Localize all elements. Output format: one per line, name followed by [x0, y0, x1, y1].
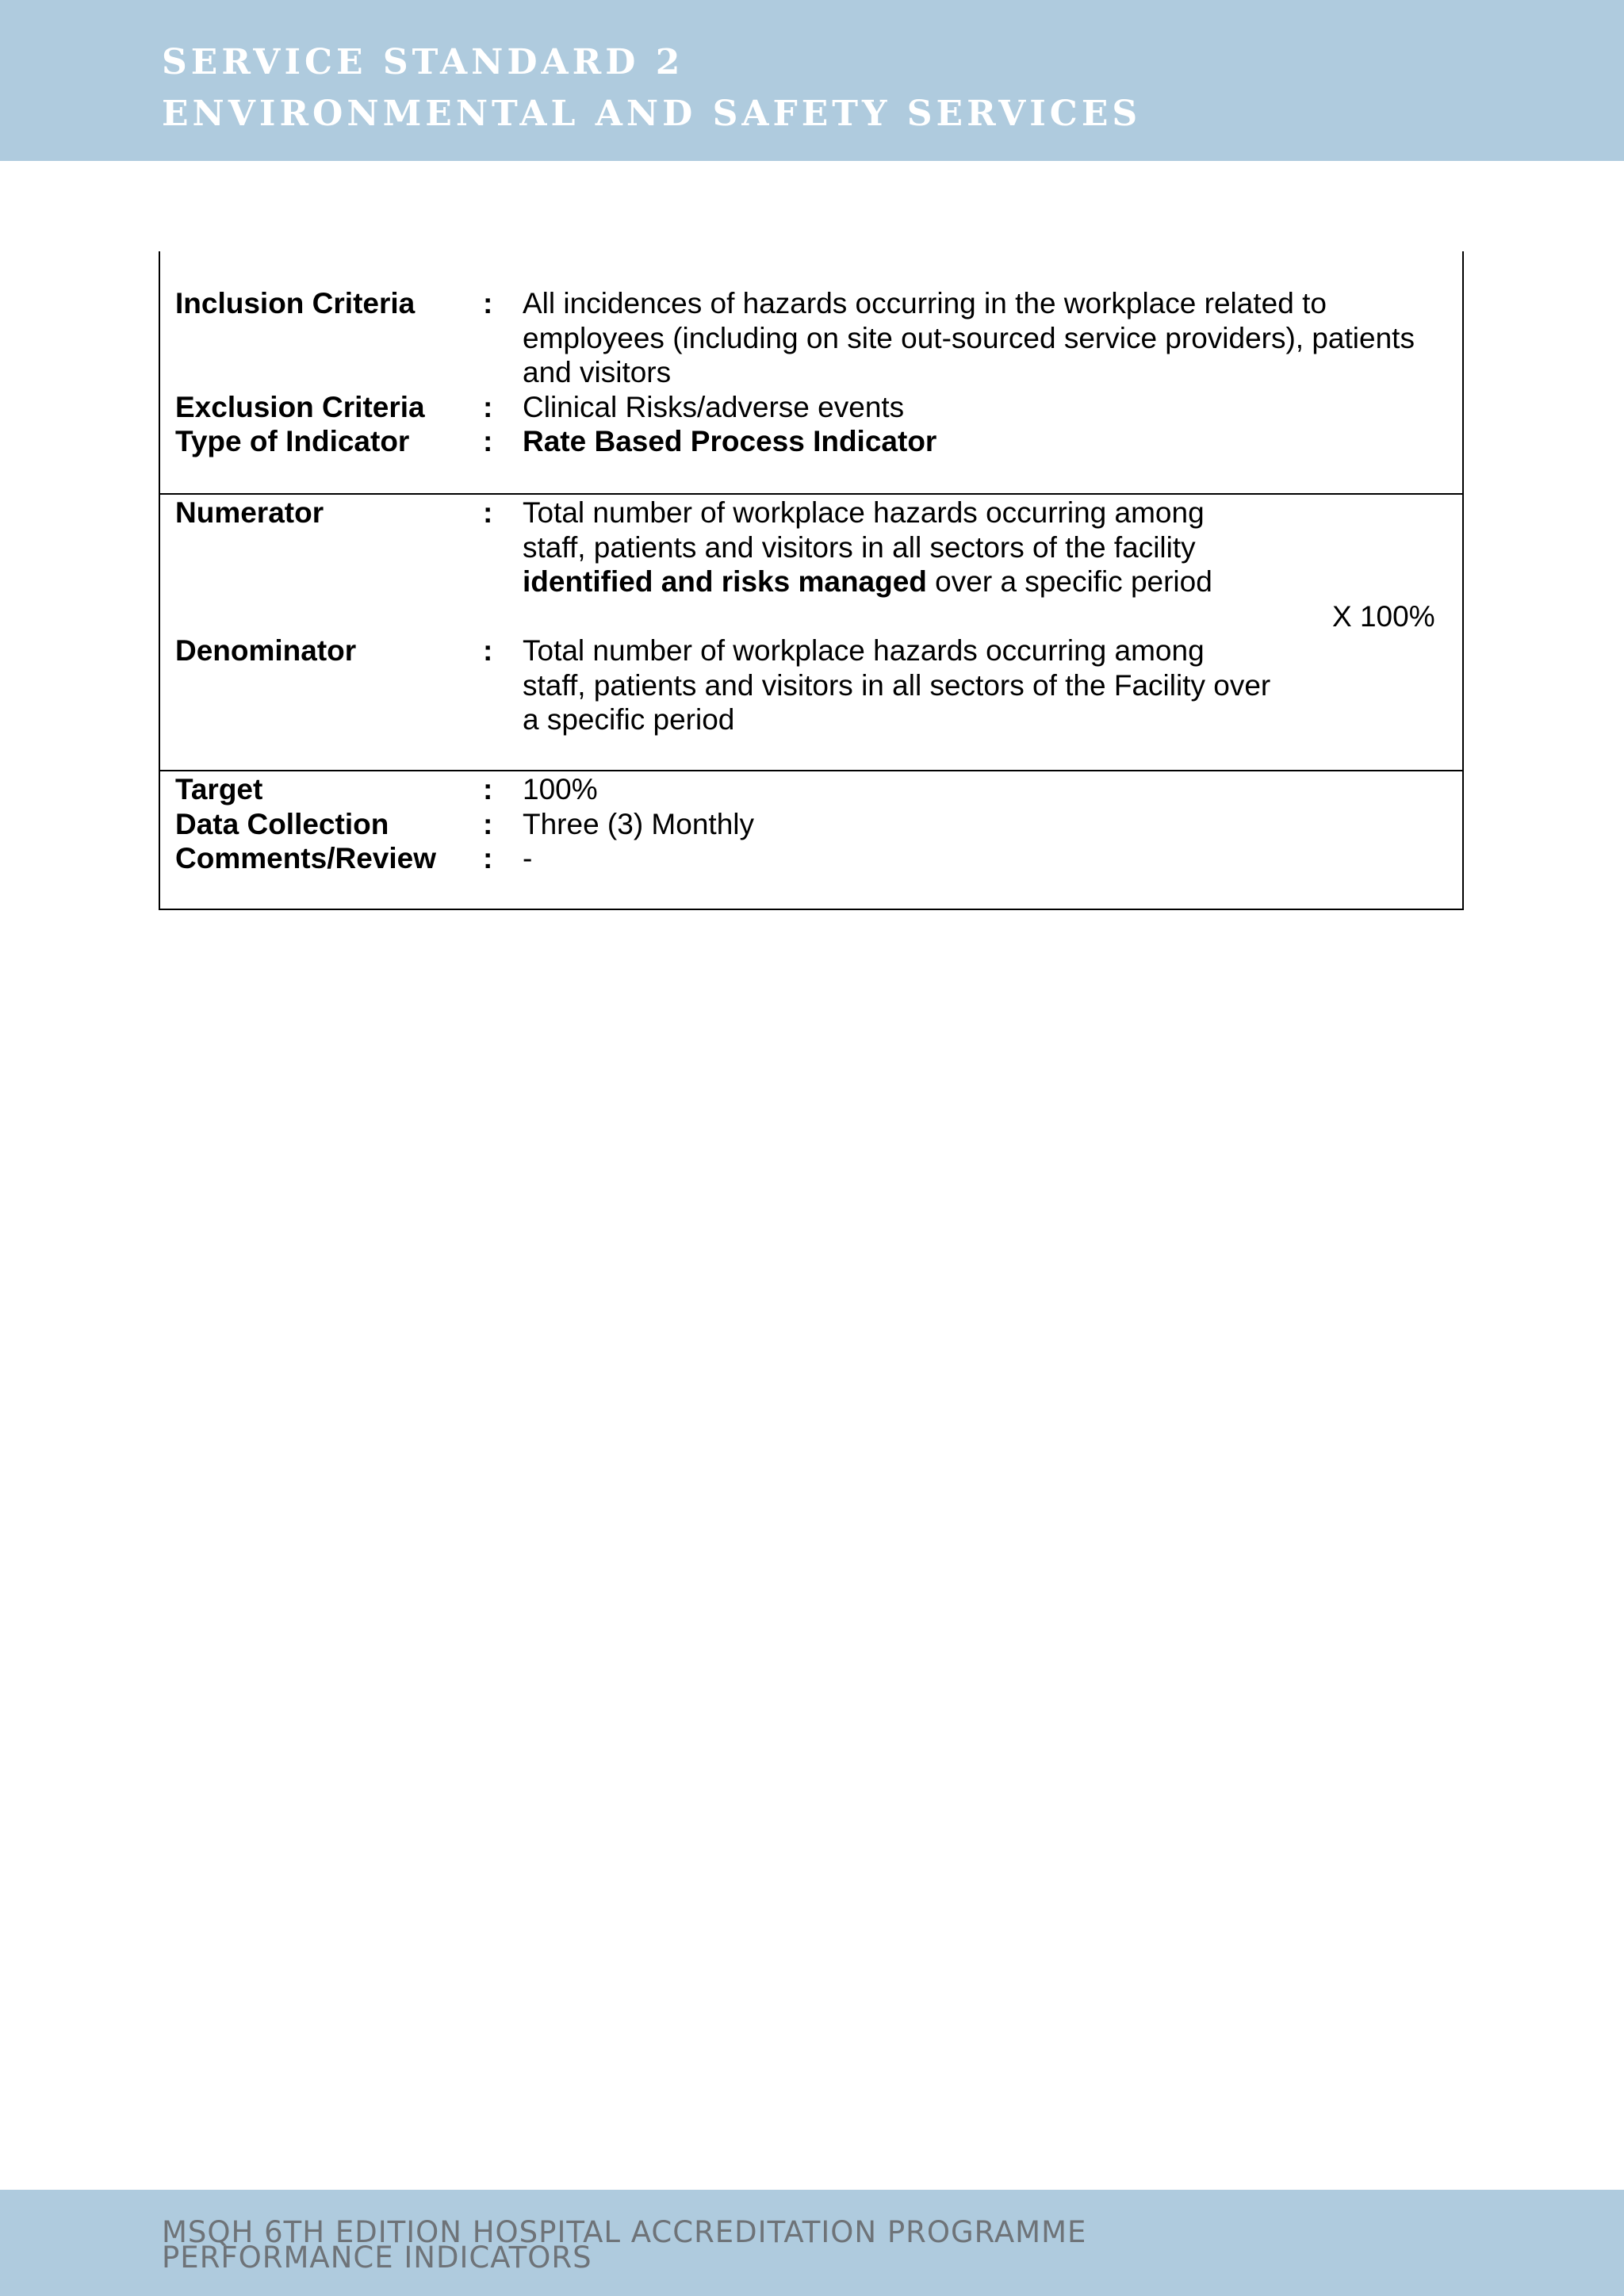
inclusion-criteria-value: employees (including on site out-sourced service providers), patients [523, 322, 1415, 354]
denominator-value: Total number of workplace hazards occurring among [523, 634, 1205, 667]
type-of-indicator-label: Type of Indicator [175, 425, 410, 457]
target-label: Target [175, 773, 263, 806]
type-of-indicator-value: Rate Based Process Indicator [523, 425, 937, 457]
numerator-label: Numerator [175, 496, 324, 529]
colon: : [483, 287, 493, 320]
table-divider [159, 770, 1464, 771]
header-title-service: ENVIRONMENTAL AND SAFETY SERVICES [162, 94, 1142, 134]
exclusion-criteria-label: Exclusion Criteria [175, 391, 425, 423]
footer-subtitle: PERFORMANCE INDICATORS [162, 2241, 592, 2275]
inclusion-criteria-value: All incidences of hazards occurring in the workplace related to [523, 287, 1327, 320]
colon: : [483, 808, 493, 840]
numerator-value [523, 564, 1212, 599]
colon: : [483, 391, 493, 423]
inclusion-criteria-label: Inclusion Criteria [175, 287, 416, 320]
comments-review-label: Comments/Review [175, 842, 436, 874]
colon: : [483, 425, 493, 457]
colon: : [483, 496, 493, 529]
exclusion-criteria-value: Clinical Risks/adverse events [523, 391, 905, 423]
denominator-value: a specific period [523, 703, 735, 736]
numerator-value-rest: over a specific period [926, 565, 1212, 598]
multiplier: X 100% [1332, 600, 1435, 633]
numerator-emphasis: identified and risks managed [523, 565, 927, 598]
denominator-value: staff, patients and visitors in all sectors of the Facility over [523, 669, 1271, 702]
colon: : [483, 634, 493, 667]
colon: : [483, 842, 493, 874]
comments-review-value: - [523, 842, 533, 874]
colon: : [483, 773, 493, 806]
inclusion-criteria-value: and visitors [523, 356, 672, 388]
target-value: 100% [523, 773, 598, 806]
numerator-value: staff, patients and visitors in all sectors of the facility [523, 531, 1196, 564]
data-collection-value: Three (3) Monthly [523, 808, 754, 840]
data-collection-label: Data Collection [175, 808, 389, 840]
header-title-standard: SERVICE STANDARD 2 [162, 42, 684, 82]
table-divider [159, 493, 1464, 495]
footer-programme: MSQH 6TH EDITION HOSPITAL ACCREDITATION PROGRAMME [162, 2215, 1087, 2249]
denominator-label: Denominator [175, 634, 357, 667]
numerator-value: Total number of workplace hazards occurring among [523, 496, 1205, 529]
